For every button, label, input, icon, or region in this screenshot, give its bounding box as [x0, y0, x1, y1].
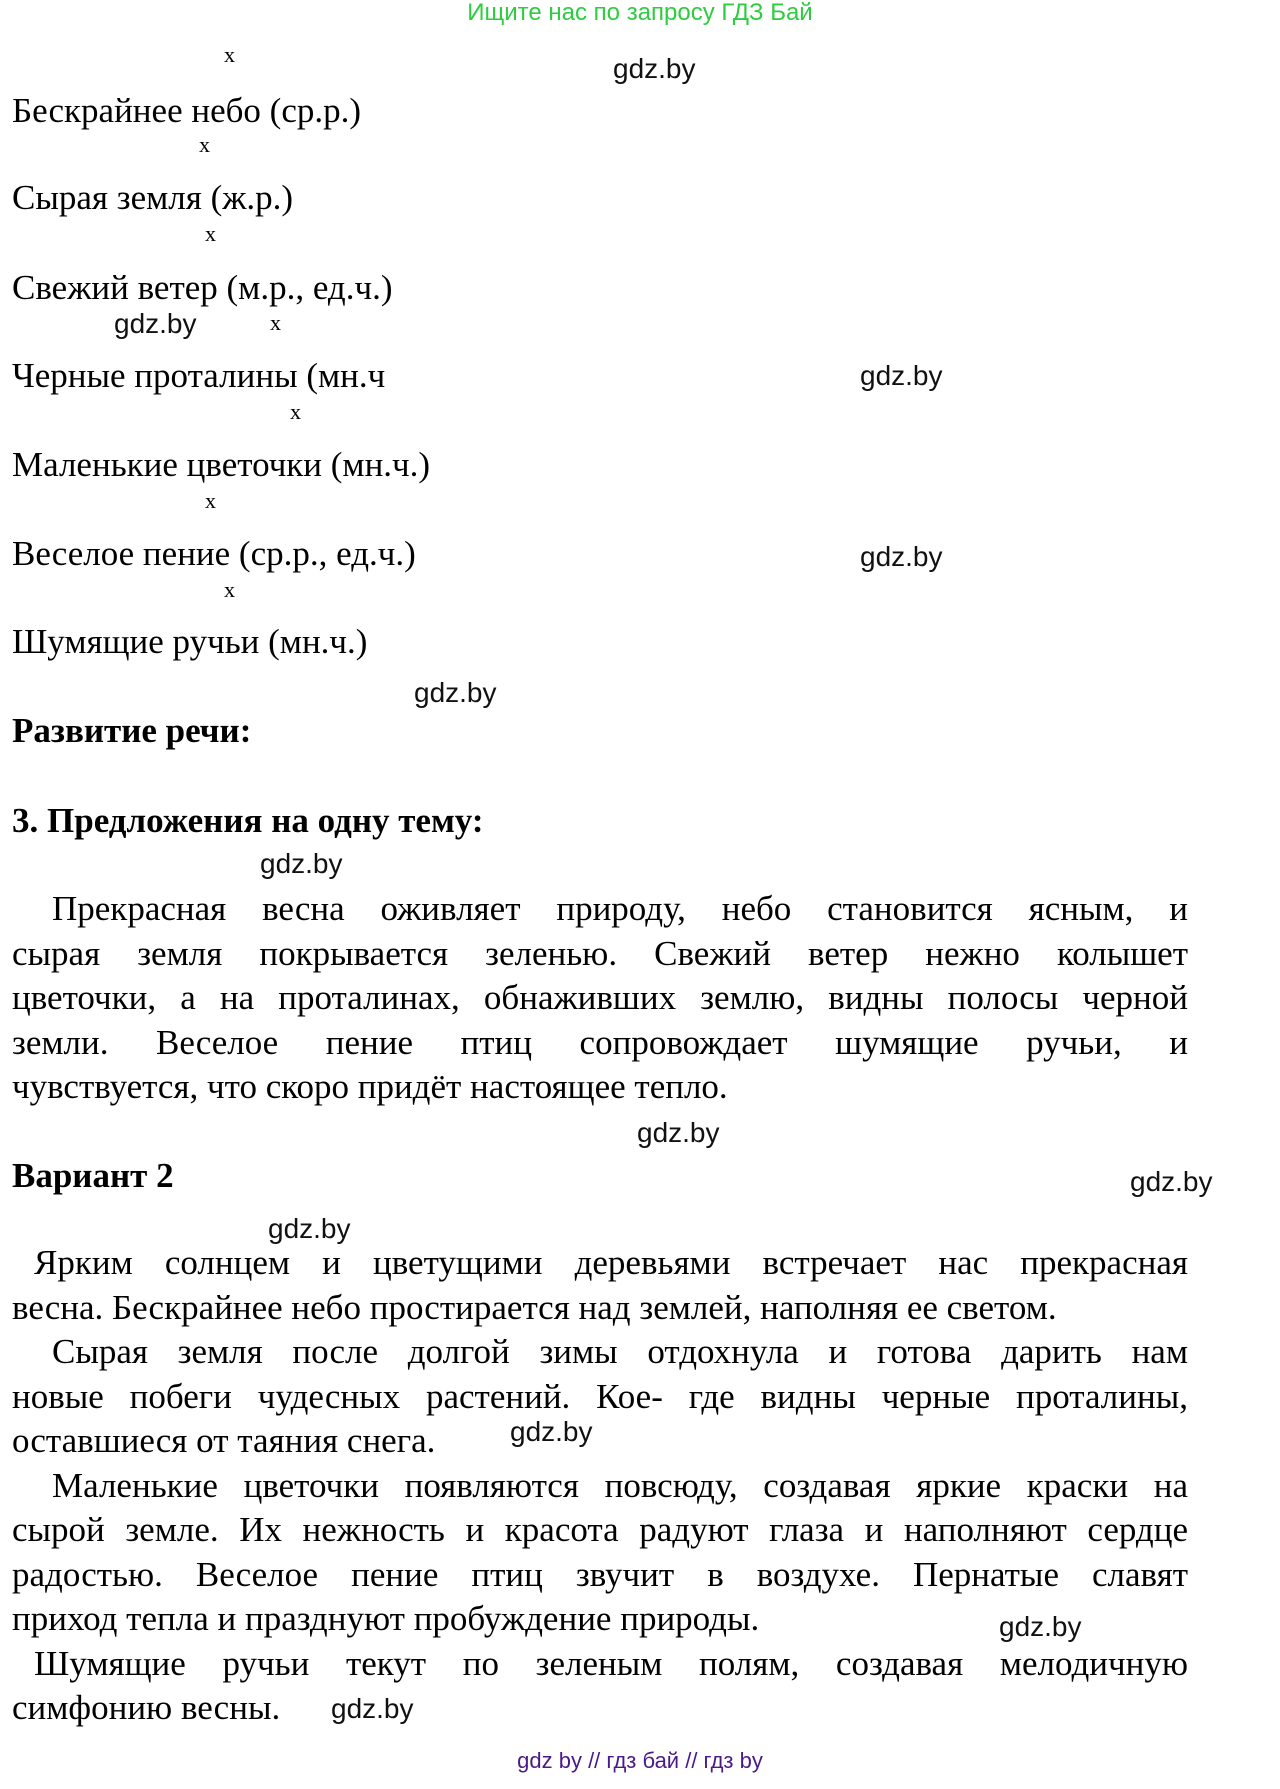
phrase-item: Черные проталины (мн.ч — [12, 356, 386, 395]
watermark: gdz.by — [860, 360, 943, 391]
word-marker: x — [224, 577, 235, 602]
text-line: чувствуется, что скоро придёт настоящее тепло. — [12, 1067, 728, 1106]
variant2-title: Вариант 2 — [12, 1156, 174, 1195]
text-line: Шумящие ручьи текут по зеленым полям, создавая мелодичную — [34, 1643, 1188, 1683]
text-line: Маленькие цветочки появляются повсюду, создавая яркие краски на — [52, 1465, 1188, 1505]
watermark: gdz.by — [268, 1213, 351, 1244]
text-line: оставшиеся от таяния снега. — [12, 1421, 436, 1460]
watermark: gdz.by — [860, 541, 943, 572]
text-line: цветочки, а на проталинах, обнаживших землю, видны полосы черной — [12, 978, 1188, 1017]
variant2-paragraph-1 — [12, 1241, 1188, 1731]
word-marker: x — [205, 488, 216, 513]
watermark: gdz.by — [510, 1416, 593, 1447]
text-line: симфонию весны. — [12, 1688, 281, 1727]
text-line: новые побеги чудесных растений. Кое- где видны черные проталины, — [12, 1376, 1188, 1416]
phrase-item: Веселое пение (ср.р., ед.ч.) — [12, 534, 416, 573]
watermark: gdz.by — [114, 308, 197, 339]
watermark: gdz.by — [613, 53, 696, 84]
footer-links[interactable]: gdz by // гдз бай // гдз by — [517, 1748, 763, 1773]
phrase-item: Шумящие ручьи (мн.ч.) — [12, 622, 368, 661]
word-marker: x — [224, 42, 235, 67]
watermark: gdz.by — [331, 1693, 414, 1724]
text-line: радостью. Веселое пение птиц звучит в воздухе. Пернатые славят — [12, 1554, 1188, 1594]
text-line: земли. Веселое пение птиц сопровождает шумящие ручьи, и — [12, 1022, 1188, 1062]
text-line: Прекрасная весна оживляет природу, небо становится ясным, и — [52, 889, 1188, 928]
watermark: gdz.by — [637, 1117, 720, 1148]
text-line: весна. Бескрайнее небо простирается над землей, наполняя ее светом. — [12, 1287, 1057, 1327]
phrase-item: Сырая земля (ж.р.) — [12, 178, 294, 217]
word-marker: x — [290, 399, 301, 424]
phrase-item: Свежий ветер (м.р., ед.ч.) — [12, 268, 393, 307]
watermark: gdz.by — [414, 677, 497, 708]
word-marker: x — [205, 221, 216, 246]
text-line: сырая земля покрывается зеленью. Свежий ветер нежно колышет — [12, 933, 1188, 973]
text-line: Сырая земля после долгой зимы отдохнула и готова дарить нам — [52, 1332, 1188, 1371]
phrase-item: Бескрайнее небо (ср.р.) — [12, 91, 362, 130]
task3-title: 3. Предложения на одну тему: — [12, 801, 484, 840]
phrase-item: Маленькие цветочки (мн.ч.) — [12, 445, 431, 484]
watermark: gdz.by — [260, 848, 343, 879]
text-line: приход тепла и празднуют пробуждение природы. — [12, 1599, 760, 1638]
search-hint-banner[interactable]: Ищите нас по запросу ГДЗ Бай — [467, 0, 813, 26]
word-marker: x — [199, 132, 210, 157]
word-marker: x — [270, 310, 281, 335]
section-title-speech: Развитие речи: — [12, 711, 252, 750]
text-line: сырой земле. Их нежность и красота радуют глаза и наполняют сердце — [12, 1510, 1188, 1549]
variant1-paragraph — [12, 887, 1188, 1110]
text-line: Ярким солнцем и цветущими деревьями встречает нас прекрасная — [34, 1243, 1188, 1282]
watermark: gdz.by — [1130, 1166, 1213, 1197]
watermark: gdz.by — [999, 1611, 1082, 1642]
